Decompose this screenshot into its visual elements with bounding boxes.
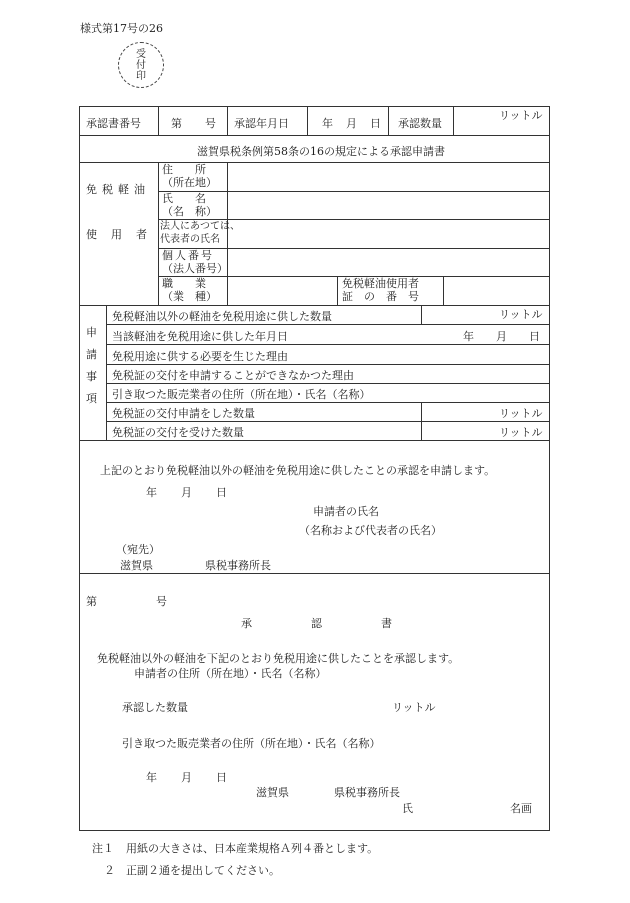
approval-text: 免税軽油以外の軽油を下記のとおり免税用途に供したことを承認します。	[97, 652, 460, 665]
cert-label-2: 証 の 番 号	[342, 290, 419, 303]
approved-quantity-unit: リットル	[392, 701, 436, 714]
name-label-1: 氏 名	[162, 192, 206, 205]
rule	[227, 106, 228, 135]
approval-number-label: 承認書番号	[86, 117, 141, 130]
rule	[453, 106, 454, 135]
representative-label	[160, 220, 240, 246]
application-row-label: 免税軽油以外の軽油を免税用途に供した数量	[112, 310, 332, 323]
application-row-unit: リットル	[499, 407, 543, 420]
rule	[106, 344, 550, 345]
application-row-label: 当該軽油を免税用途に供した年月日	[112, 330, 288, 343]
side-char: 請	[86, 348, 97, 361]
application-row-unit: 年 月 日	[463, 330, 540, 343]
user-group-label	[86, 226, 161, 242]
applicant-name-sub: （名称および代表者の氏名）	[299, 524, 442, 537]
approval-month: 月	[181, 771, 192, 784]
rule	[106, 364, 550, 365]
application-row-label: 免税証の交付を受けた数量	[112, 426, 244, 439]
rep-label-1: 法人にあつては、	[160, 221, 240, 232]
application-row-label: 免税証の交付申請をした数量	[112, 407, 255, 420]
approval-title-char: 認	[311, 617, 322, 630]
issuer-seal: 名画	[510, 802, 532, 815]
cert-label-1: 免税軽油使用者	[342, 277, 419, 290]
rule	[106, 402, 550, 403]
approval-applicant-address: 申請者の住所（所在地）・氏名（名称）	[134, 667, 327, 680]
addressee-label: （宛先）	[116, 543, 160, 556]
form-title: 滋賀県税条例第58条の16の規定による承認申請書	[197, 145, 445, 158]
side-char: 項	[86, 392, 97, 405]
name-label-2: （名 称）	[162, 205, 217, 218]
rule	[158, 106, 159, 135]
year-label: 年	[322, 117, 333, 130]
rule	[337, 276, 338, 305]
rule	[79, 135, 550, 136]
note-number: 注１	[92, 842, 114, 855]
addressee-prefecture: 滋賀県	[120, 559, 153, 572]
month-label: 月	[346, 117, 357, 130]
rep-label-2: 代表者の氏名	[160, 234, 220, 245]
application-row-label: 免税用途に供する必要を生じた理由	[112, 350, 288, 363]
issuer-shi: 氏	[402, 802, 413, 815]
approval-quantity-label: 承認数量	[398, 117, 442, 130]
reception-stamp-circle	[118, 42, 164, 88]
name-label	[162, 192, 217, 218]
form-number: 様式第17号の26	[80, 22, 163, 35]
approval-year: 年	[146, 771, 157, 784]
note-text: 正副２通を提出してください。	[126, 864, 280, 877]
note-text: 用紙の大きさは、日本産業規格Ａ列４番とします。	[126, 842, 379, 855]
day-label: 日	[370, 117, 381, 130]
rule	[79, 162, 550, 163]
rule	[421, 305, 422, 325]
liter-unit: リットル	[499, 109, 543, 122]
rule	[106, 305, 107, 440]
rule	[106, 421, 550, 422]
dai-label: 第	[171, 117, 182, 130]
approval-date-label: 承認年月日	[234, 117, 289, 130]
applicant-name-label: 申請者の氏名	[313, 505, 379, 518]
addressee-office: 県税事務所長	[205, 559, 271, 572]
issuer-office: 県税事務所長	[334, 786, 400, 799]
declaration-month: 月	[181, 486, 192, 499]
declaration-text: 上記のとおり免税軽油以外の軽油を免税用途に供したことの承認を申請します。	[100, 464, 496, 477]
rule	[106, 324, 550, 325]
approval-dai: 第	[86, 595, 97, 608]
rule	[79, 440, 550, 441]
job-label-2: （業 種）	[162, 290, 217, 303]
rule	[79, 305, 550, 306]
approval-title-char: 承	[241, 617, 252, 630]
rule	[443, 276, 444, 305]
approval-day: 日	[216, 771, 227, 784]
rule	[79, 573, 550, 574]
approval-go: 号	[156, 595, 167, 608]
rule	[421, 402, 422, 440]
side-char: 申	[86, 326, 97, 339]
job-label-1: 職 業	[162, 277, 206, 290]
user-group-label: 免税軽油	[86, 183, 150, 196]
rule	[307, 106, 308, 135]
address-label	[162, 163, 226, 189]
declaration-year: 年	[146, 486, 157, 499]
rule	[106, 383, 550, 384]
user-group-text: 使用者	[86, 228, 161, 241]
application-row-label: 免税証の交付を申請することができなかつた理由	[112, 369, 354, 382]
address-label-1: 住 所	[162, 163, 206, 176]
approved-quantity-label: 承認した数量	[122, 701, 188, 714]
stamp-char: 印	[136, 70, 146, 82]
id-label-2: （法人番号）	[162, 262, 228, 275]
side-char: 事	[86, 370, 97, 383]
stamp-char: 受	[136, 48, 146, 60]
id-number-label	[162, 249, 228, 275]
issuer-prefecture: 滋賀県	[256, 786, 289, 799]
application-row-label: 引き取つた販売業者の住所（所在地）・氏名（名称）	[112, 388, 371, 401]
application-row-unit: リットル	[499, 426, 543, 439]
approval-dealer-label: 引き取つた販売業者の住所（所在地）・氏名（名称）	[122, 737, 381, 750]
occupation-label	[162, 277, 217, 303]
approval-title-char: 書	[381, 617, 392, 630]
application-row-unit: リットル	[499, 308, 543, 321]
rule	[388, 106, 389, 135]
go-label: 号	[205, 117, 216, 130]
certificate-number-label	[342, 277, 419, 303]
id-label-1: 個人番号	[162, 249, 214, 262]
note-number: ２	[104, 864, 115, 877]
declaration-day: 日	[216, 486, 227, 499]
stamp-char: 付	[136, 59, 146, 71]
address-label-2: （所在地）	[162, 176, 217, 189]
application-side-label	[86, 322, 97, 410]
